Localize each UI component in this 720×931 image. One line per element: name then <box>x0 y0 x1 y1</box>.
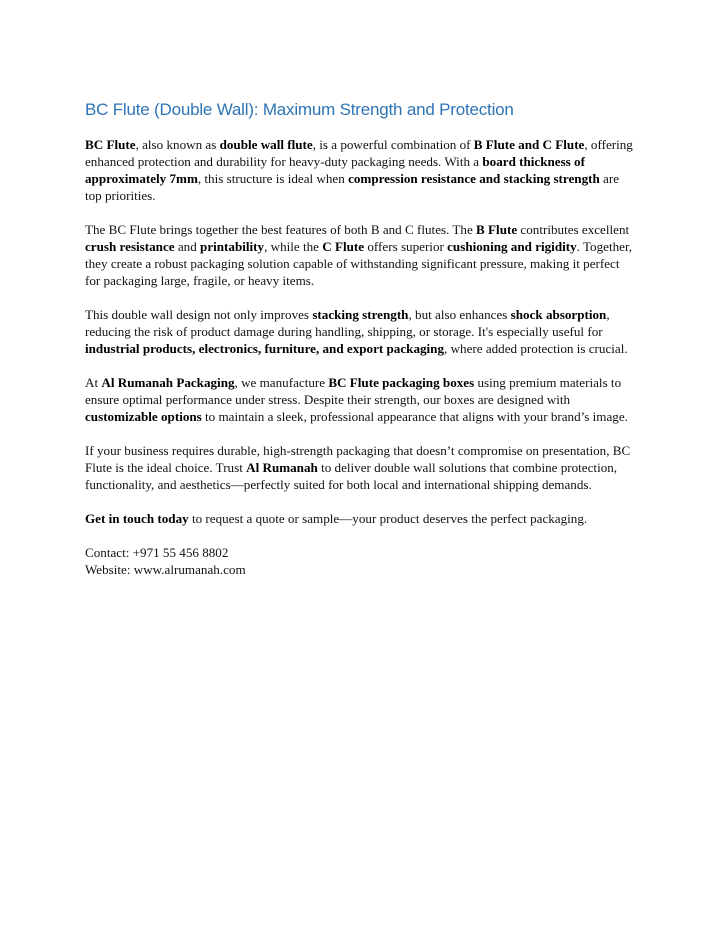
bold-text: crush resistance <box>85 239 175 254</box>
body-paragraph <box>85 510 633 527</box>
text-run: At <box>85 375 102 390</box>
body-paragraph <box>85 221 633 289</box>
text-run: , but also enhances <box>408 307 511 322</box>
bold-text: cushioning and rigidity <box>447 239 577 254</box>
text-run: , while the <box>264 239 323 254</box>
bold-text: B Flute and C Flute <box>473 137 585 152</box>
bold-text: Al Rumanah <box>246 460 318 475</box>
bold-text: industrial products, electronics, furniture, and export packaging <box>85 341 445 356</box>
text-run: to request a quote or sample—your product deserves the perfect packaging. <box>188 511 588 526</box>
document-title: BC Flute (Double Wall): Maximum Strength and Protection <box>85 100 514 119</box>
body-paragraph <box>85 374 633 425</box>
bold-text: B Flute <box>476 222 518 237</box>
text-run: using premium materials to ensure optimal performance under stress. Despite their strength, our boxes are designed with <box>85 375 622 407</box>
bold-text: printability <box>200 239 265 254</box>
text-run: offers superior <box>364 239 448 254</box>
bold-text: BC Flute packaging boxes <box>328 375 475 390</box>
text-run: are top priorities. <box>85 171 620 203</box>
body-paragraphs <box>85 136 633 527</box>
bold-text: BC Flute <box>85 137 136 152</box>
bold-text: shock absorption <box>510 307 607 322</box>
text-run: , we manufacture <box>234 375 329 390</box>
contact-phone: Contact: +971 55 456 8802 <box>85 545 229 560</box>
bold-text: board thickness of approximately 7mm <box>85 154 585 186</box>
body-paragraph <box>85 136 633 204</box>
text-run: The BC Flute brings together the best features of both B and C flutes. The <box>85 222 477 237</box>
bold-text: Al Rumanah Packaging <box>101 375 235 390</box>
contact-website: Website: www.alrumanah.com <box>85 562 246 577</box>
document-content <box>85 99 633 578</box>
text-run: , where added protection is crucial. <box>444 341 628 356</box>
text-run: , offering enhanced protection and durability for heavy-duty packaging needs. With a <box>85 137 633 169</box>
text-run: , reducing the risk of product damage during handling, shipping, or storage. It's especially useful for <box>85 307 610 339</box>
text-run: . Together, they create a robust packaging solution capable of withstanding significant pressure, making it perfect for packaging large, fragile, or heavy items. <box>85 239 633 288</box>
text-run: , is a powerful combination of <box>312 137 474 152</box>
bold-text: Get in touch today <box>85 511 189 526</box>
bold-text: stacking strength <box>312 307 409 322</box>
text-run: , also known as <box>135 137 220 152</box>
body-paragraph <box>85 306 633 357</box>
text-run: If your business requires durable, high-strength packaging that doesn’t compromise on presentation, BC Flute is the ideal choice. Trust <box>85 443 631 475</box>
text-run: to deliver double wall solutions that combine protection, functionality, and aesthetics—perfectly suited for both local and international shipping demands. <box>85 460 618 492</box>
text-run: to maintain a sleek, professional appearance that aligns with your brand’s image. <box>201 409 628 424</box>
text-run: contributes excellent <box>517 222 630 237</box>
bold-text: compression resistance and stacking strength <box>348 171 600 186</box>
text-run: , this structure is ideal when <box>197 171 349 186</box>
text-run: and <box>174 239 201 254</box>
text-run: This double wall design not only improves <box>85 307 313 322</box>
bold-text: customizable options <box>85 409 202 424</box>
body-paragraph <box>85 442 633 493</box>
bold-text: double wall flute <box>219 137 313 152</box>
bold-text: C Flute <box>322 239 365 254</box>
